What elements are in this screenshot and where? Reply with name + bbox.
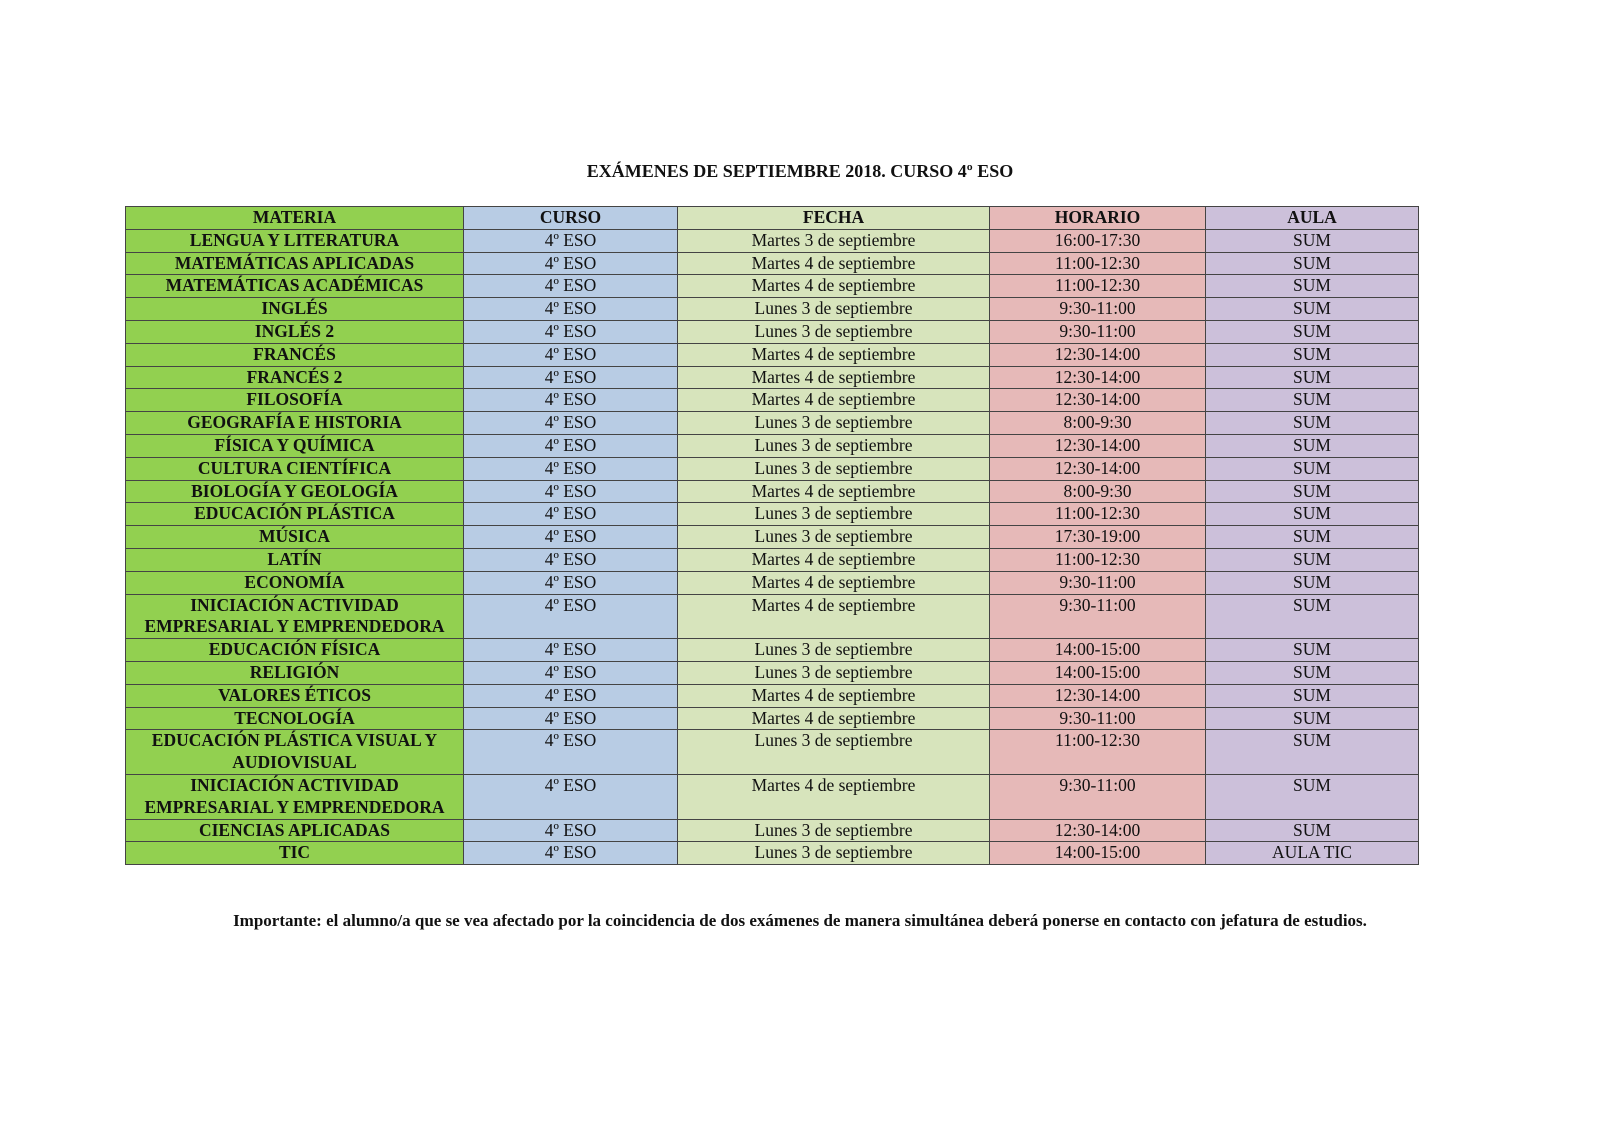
- important-note: Importante: el alumno/a que se vea afectado por la coincidencia de dos exámenes de manera simultánea deberá ponerse en contacto con jefatura de estudios.: [233, 911, 1367, 930]
- table-row: [126, 707, 1419, 730]
- cell-aula: SUM: [1206, 684, 1419, 707]
- header-curso: CURSO: [464, 207, 678, 230]
- cell-materia: CIENCIAS APLICADAS: [126, 819, 464, 842]
- cell-horario: 11:00-12:30: [990, 730, 1206, 775]
- cell-curso: 4º ESO: [464, 366, 678, 389]
- cell-aula: SUM: [1206, 548, 1419, 571]
- header-materia: MATERIA: [126, 207, 464, 230]
- cell-horario: 14:00-15:00: [990, 661, 1206, 684]
- cell-curso: 4º ESO: [464, 275, 678, 298]
- cell-horario: 11:00-12:30: [990, 252, 1206, 275]
- cell-materia: EDUCACIÓN PLÁSTICA VISUAL Y AUDIOVISUAL: [126, 730, 464, 775]
- cell-curso: 4º ESO: [464, 730, 678, 775]
- cell-fecha: Martes 4 de septiembre: [678, 594, 990, 639]
- table-row: [126, 229, 1419, 252]
- cell-curso: 4º ESO: [464, 503, 678, 526]
- cell-fecha: Lunes 3 de septiembre: [678, 730, 990, 775]
- cell-aula: SUM: [1206, 412, 1419, 435]
- table-row: [126, 412, 1419, 435]
- cell-fecha: Lunes 3 de septiembre: [678, 661, 990, 684]
- cell-curso: 4º ESO: [464, 229, 678, 252]
- cell-horario: 9:30-11:00: [990, 594, 1206, 639]
- header-fecha: FECHA: [678, 207, 990, 230]
- cell-curso: 4º ESO: [464, 684, 678, 707]
- cell-aula: SUM: [1206, 571, 1419, 594]
- table-row: [126, 571, 1419, 594]
- cell-curso: 4º ESO: [464, 412, 678, 435]
- cell-horario: 12:30-14:00: [990, 457, 1206, 480]
- table-row: [126, 774, 1419, 819]
- cell-aula: SUM: [1206, 594, 1419, 639]
- table-row: [126, 298, 1419, 321]
- cell-curso: 4º ESO: [464, 819, 678, 842]
- cell-fecha: Lunes 3 de septiembre: [678, 842, 990, 865]
- cell-horario: 9:30-11:00: [990, 707, 1206, 730]
- cell-horario: 9:30-11:00: [990, 298, 1206, 321]
- cell-fecha: Lunes 3 de septiembre: [678, 503, 990, 526]
- cell-materia: MÚSICA: [126, 526, 464, 549]
- cell-fecha: Martes 4 de septiembre: [678, 252, 990, 275]
- cell-aula: AULA TIC: [1206, 842, 1419, 865]
- cell-horario: 9:30-11:00: [990, 774, 1206, 819]
- cell-materia: VALORES ÉTICOS: [126, 684, 464, 707]
- cell-fecha: Martes 4 de septiembre: [678, 275, 990, 298]
- table-row: [126, 434, 1419, 457]
- table-row: [126, 366, 1419, 389]
- cell-materia: EDUCACIÓN PLÁSTICA: [126, 503, 464, 526]
- cell-curso: 4º ESO: [464, 480, 678, 503]
- cell-fecha: Lunes 3 de septiembre: [678, 412, 990, 435]
- cell-horario: 12:30-14:00: [990, 819, 1206, 842]
- table-header-row: [126, 207, 1419, 230]
- cell-fecha: Lunes 3 de septiembre: [678, 457, 990, 480]
- table-row: [126, 252, 1419, 275]
- exam-schedule-table: [125, 206, 1419, 865]
- cell-aula: SUM: [1206, 639, 1419, 662]
- cell-horario: 8:00-9:30: [990, 412, 1206, 435]
- cell-materia: TECNOLOGÍA: [126, 707, 464, 730]
- cell-fecha: Lunes 3 de septiembre: [678, 434, 990, 457]
- table-row: [126, 526, 1419, 549]
- cell-aula: SUM: [1206, 774, 1419, 819]
- cell-materia: INICIACIÓN ACTIVIDAD EMPRESARIAL Y EMPRENDEDORA: [126, 594, 464, 639]
- table-row: [126, 457, 1419, 480]
- cell-materia: INGLÉS 2: [126, 320, 464, 343]
- cell-aula: SUM: [1206, 730, 1419, 775]
- cell-curso: 4º ESO: [464, 639, 678, 662]
- cell-fecha: Martes 4 de septiembre: [678, 707, 990, 730]
- table-row: [126, 819, 1419, 842]
- table-row: [126, 730, 1419, 775]
- cell-fecha: Martes 4 de septiembre: [678, 343, 990, 366]
- cell-materia: INICIACIÓN ACTIVIDAD EMPRESARIAL Y EMPRENDEDORA: [126, 774, 464, 819]
- cell-aula: SUM: [1206, 343, 1419, 366]
- cell-curso: 4º ESO: [464, 298, 678, 321]
- cell-horario: 12:30-14:00: [990, 389, 1206, 412]
- header-horario: HORARIO: [990, 207, 1206, 230]
- cell-curso: 4º ESO: [464, 320, 678, 343]
- cell-materia: FRANCÉS: [126, 343, 464, 366]
- cell-curso: 4º ESO: [464, 594, 678, 639]
- table-row: [126, 320, 1419, 343]
- cell-horario: 14:00-15:00: [990, 842, 1206, 865]
- cell-curso: 4º ESO: [464, 457, 678, 480]
- table-row: [126, 842, 1419, 865]
- page-title: EXÁMENES DE SEPTIEMBRE 2018. CURSO 4º ESO: [586, 161, 1014, 181]
- table-row: [126, 275, 1419, 298]
- cell-horario: 12:30-14:00: [990, 343, 1206, 366]
- cell-aula: SUM: [1206, 526, 1419, 549]
- cell-fecha: Martes 3 de septiembre: [678, 229, 990, 252]
- cell-aula: SUM: [1206, 252, 1419, 275]
- cell-aula: SUM: [1206, 819, 1419, 842]
- cell-materia: EDUCACIÓN FÍSICA: [126, 639, 464, 662]
- cell-curso: 4º ESO: [464, 707, 678, 730]
- cell-horario: 8:00-9:30: [990, 480, 1206, 503]
- cell-horario: 9:30-11:00: [990, 320, 1206, 343]
- table-row: [126, 503, 1419, 526]
- cell-fecha: Lunes 3 de septiembre: [678, 526, 990, 549]
- cell-materia: RELIGIÓN: [126, 661, 464, 684]
- cell-aula: SUM: [1206, 661, 1419, 684]
- cell-aula: SUM: [1206, 229, 1419, 252]
- cell-aula: SUM: [1206, 707, 1419, 730]
- cell-curso: 4º ESO: [464, 343, 678, 366]
- cell-curso: 4º ESO: [464, 661, 678, 684]
- cell-horario: 11:00-12:30: [990, 275, 1206, 298]
- cell-aula: SUM: [1206, 366, 1419, 389]
- cell-fecha: Martes 4 de septiembre: [678, 389, 990, 412]
- cell-horario: 12:30-14:00: [990, 366, 1206, 389]
- cell-curso: 4º ESO: [464, 252, 678, 275]
- table-row: [126, 480, 1419, 503]
- cell-aula: SUM: [1206, 320, 1419, 343]
- cell-horario: 16:00-17:30: [990, 229, 1206, 252]
- cell-fecha: Martes 4 de septiembre: [678, 480, 990, 503]
- table-row: [126, 661, 1419, 684]
- cell-aula: SUM: [1206, 480, 1419, 503]
- cell-materia: MATEMÁTICAS ACADÉMICAS: [126, 275, 464, 298]
- cell-fecha: Martes 4 de septiembre: [678, 366, 990, 389]
- cell-curso: 4º ESO: [464, 548, 678, 571]
- cell-horario: 17:30-19:00: [990, 526, 1206, 549]
- cell-aula: SUM: [1206, 275, 1419, 298]
- cell-fecha: Martes 4 de septiembre: [678, 774, 990, 819]
- cell-materia: LATÍN: [126, 548, 464, 571]
- cell-curso: 4º ESO: [464, 434, 678, 457]
- cell-aula: SUM: [1206, 457, 1419, 480]
- cell-fecha: Martes 4 de septiembre: [678, 571, 990, 594]
- cell-aula: SUM: [1206, 434, 1419, 457]
- cell-materia: FILOSOFÍA: [126, 389, 464, 412]
- cell-fecha: Martes 4 de septiembre: [678, 548, 990, 571]
- cell-horario: 14:00-15:00: [990, 639, 1206, 662]
- cell-aula: SUM: [1206, 503, 1419, 526]
- table-body: [126, 229, 1419, 864]
- cell-fecha: Lunes 3 de septiembre: [678, 298, 990, 321]
- cell-materia: GEOGRAFÍA E HISTORIA: [126, 412, 464, 435]
- cell-curso: 4º ESO: [464, 526, 678, 549]
- cell-materia: MATEMÁTICAS APLICADAS: [126, 252, 464, 275]
- cell-horario: 11:00-12:30: [990, 548, 1206, 571]
- table-row: [126, 594, 1419, 639]
- cell-fecha: Lunes 3 de septiembre: [678, 320, 990, 343]
- cell-curso: 4º ESO: [464, 389, 678, 412]
- table-row: [126, 639, 1419, 662]
- header-aula: AULA: [1206, 207, 1419, 230]
- cell-fecha: Lunes 3 de septiembre: [678, 819, 990, 842]
- cell-curso: 4º ESO: [464, 774, 678, 819]
- cell-horario: 12:30-14:00: [990, 684, 1206, 707]
- cell-horario: 11:00-12:30: [990, 503, 1206, 526]
- cell-horario: 12:30-14:00: [990, 434, 1206, 457]
- cell-materia: TIC: [126, 842, 464, 865]
- cell-fecha: Martes 4 de septiembre: [678, 684, 990, 707]
- cell-curso: 4º ESO: [464, 842, 678, 865]
- table-row: [126, 389, 1419, 412]
- table-row: [126, 684, 1419, 707]
- cell-curso: 4º ESO: [464, 571, 678, 594]
- cell-materia: INGLÉS: [126, 298, 464, 321]
- cell-materia: CULTURA CIENTÍFICA: [126, 457, 464, 480]
- cell-horario: 9:30-11:00: [990, 571, 1206, 594]
- cell-materia: FRANCÉS 2: [126, 366, 464, 389]
- cell-materia: BIOLOGÍA Y GEOLOGÍA: [126, 480, 464, 503]
- cell-materia: FÍSICA Y QUÍMICA: [126, 434, 464, 457]
- cell-aula: SUM: [1206, 389, 1419, 412]
- table-row: [126, 548, 1419, 571]
- cell-materia: ECONOMÍA: [126, 571, 464, 594]
- cell-materia: LENGUA Y LITERATURA: [126, 229, 464, 252]
- cell-fecha: Lunes 3 de septiembre: [678, 639, 990, 662]
- cell-aula: SUM: [1206, 298, 1419, 321]
- table-row: [126, 343, 1419, 366]
